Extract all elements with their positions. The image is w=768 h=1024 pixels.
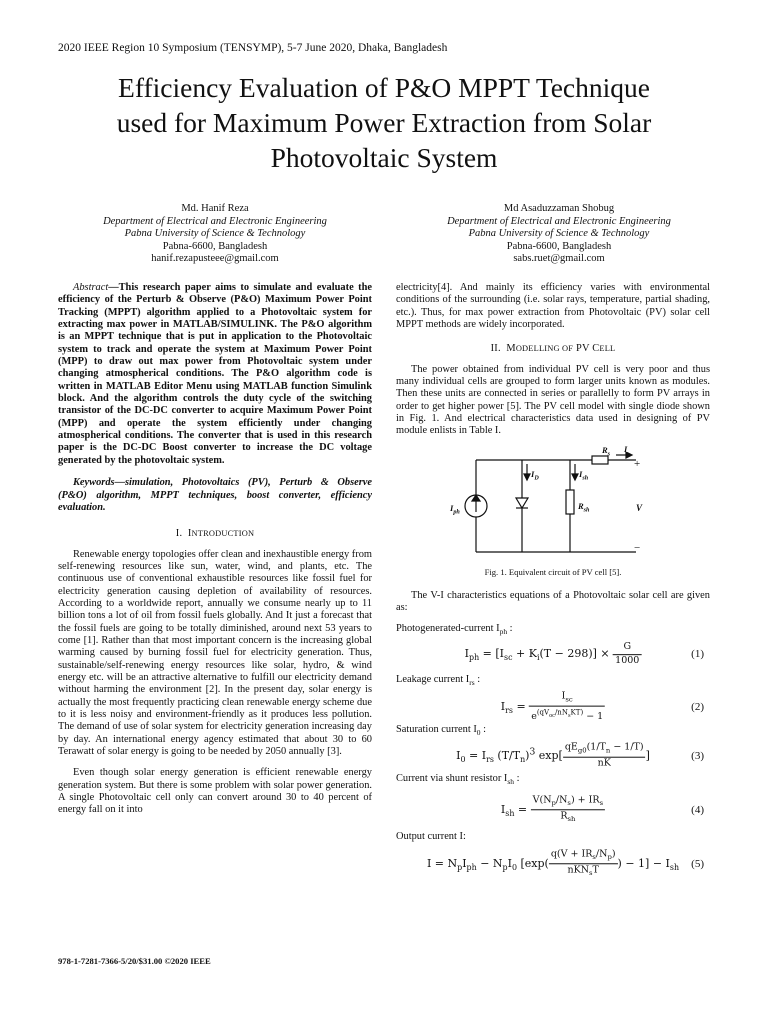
author-block-1 — [50, 203, 380, 266]
author-name: Md Asaduzzaman Shobug — [503, 203, 615, 214]
abstract-dash: — — [108, 282, 119, 293]
section-title-rest: ODELLING OF — [515, 344, 574, 354]
equation-1: $I_{ph} = [I_{sc} + K_i(T - 298)]$ × $\frac{G}{1000}$ (1) — [464, 641, 704, 666]
right-column — [396, 282, 710, 885]
equation-2: $I_{rs}$ = $\frac{I_{sc}}{e^{(qV_{oc}/nN_sKT)} - 1}$ (2) — [500, 690, 704, 722]
equation-label-2: Leakage current $I_{rs}$ : — [396, 674, 481, 688]
shunt-resistor — [566, 490, 574, 514]
rsh-label: $R_{sh}$ — [578, 500, 590, 514]
section-number: I. — [175, 528, 183, 540]
id-arrowhead — [524, 474, 530, 480]
section-initial: I — [187, 528, 192, 540]
section-initial: PV C — [575, 343, 600, 355]
equation-number: (5) — [691, 857, 704, 870]
v-label: V — [636, 502, 643, 513]
paper-title — [40, 70, 728, 175]
equation-number: (2) — [691, 700, 704, 713]
author-address: Pabna-6600, Bangladesh — [506, 240, 612, 252]
ish-label: $I_{sh}$ — [579, 468, 589, 482]
author-univ: Pabna University of Science & Technology — [124, 228, 306, 240]
intro-paragraph-2: Even though solar energy generation is efficient renewable energy generation system. But there is some problem with solar power generation. A single Photovoltaic cell only can convert around 30 to 40 percent of energy fall on it into — [58, 767, 372, 816]
rs-label: $R_s$ — [602, 444, 611, 458]
author-dept: Department of Electrical and Electronic Engineering — [103, 215, 327, 227]
modelling-paragraph-2: The V-I characteristics equations of a Photovoltaic solar cell are given as: — [396, 590, 710, 614]
author-block-2 — [394, 203, 724, 266]
equation-number: (3) — [691, 749, 704, 762]
section-initial: M — [506, 343, 516, 355]
equation-4: $I_{sh}$ = $\frac{V(N_p/N_s) + IR_s}{R_{sh}}$ (4) — [500, 793, 704, 823]
section-heading-modelling — [396, 343, 710, 355]
author-univ: Pabna University of Science & Technology — [468, 228, 650, 240]
title-line: Efficiency Evaluation of P&O MPPT Technique — [118, 72, 650, 103]
section-heading-introduction — [58, 528, 372, 540]
left-column — [58, 282, 372, 817]
equation-3: $I_0 = I_{rs}$ $(T/T_n)^3$ exp[ $\frac{qE_{g0}(1/T_n - 1/T)}{nK}$ ] (3) — [456, 741, 704, 770]
minus-terminal: − — [634, 541, 641, 554]
iph-label: $I_{ph}$ — [450, 502, 460, 516]
section-title-rest: NTRODUCTION — [191, 529, 255, 539]
equation-label-4: Current via shunt resistor $I_{sh}$ : — [396, 773, 520, 787]
diode-symbol — [516, 498, 528, 508]
section-number: II. — [490, 343, 501, 355]
plus-terminal: + — [634, 457, 641, 470]
author-dept: Department of Electrical and Electronic Engineering — [447, 215, 671, 227]
circuit-diagram — [396, 452, 710, 562]
author-email[interactable]: sabs.ruet@gmail.com — [513, 253, 605, 265]
equation-number: (1) — [691, 648, 704, 661]
i-label: I — [624, 443, 628, 454]
keywords: Keywords—simulation, Photovoltaics (PV), Perturb & Observe (P&O) algorithm, MPPT techniques, boost converter, efficiency evaluation. — [58, 477, 372, 513]
author-address: Pabna-6600, Bangladesh — [162, 240, 268, 252]
equation-label-1: Photogenerated-current $I_{ph}$ : — [396, 622, 513, 636]
conference-header: 2020 IEEE Region 10 Symposium (TENSYMP), 5-7 June 2020, Dhaka, Bangladesh — [58, 42, 448, 54]
equation-label-5: Output current I: — [396, 830, 466, 842]
figure-caption: Fig. 1. Equivalent circuit of PV cell [5]. — [484, 566, 622, 577]
intro-continued: electricity[4]. And mainly its efficiency varies with environmental conditions of the surrounding (i.e. solar rays, temperature, partial shading, etc.). Thus, for max power extraction from Photovoltaic (PV) solar cell MPPT methods are widely incorporated. — [396, 282, 710, 331]
figure-equivalent-circuit — [396, 443, 710, 562]
abstract-text: This research paper aims to simulate and evaluate the efficiency of the Perturb & Observe (P&O) Maximum Power Point Tracking (MPPT) algorithm applied to a Photovoltaic system for extracting max power in MATLAB/SIMULINK. The P&O algorithm is an MPPT technique that is put in application to the Photovoltaic system to track and operate the system at Maximum Power Point (MPP) to draw out max power from Photovoltaic system under changing atmospherical conditions. The P&O algorithm code is written in MATLAB Editor Menu using MATLAB function Simulink block. And the algorithm controls the duty cycle of the switching transistor of the DC-DC converter to acquire Maximum Power Point (MPP) and operate the system efficiently under changing atmospherical conditions. The converter that is used in this research paper is the DC-DC Boost converter to increase the DC voltage generated by the photovoltaic system. — [58, 282, 372, 466]
title-line: used for Maximum Power Extraction from Solar — [116, 107, 652, 138]
id-label: $I_D$ — [531, 468, 539, 482]
modelling-paragraph-1: The power obtained from individual PV cell is very poor and thus many individual cells are grouped to form larger units known as modules. Then these units are connected in series or parallelly to form PV arrays in order to get higher power [5]. The PV cell model with single diode shown in Fig. 1. And electrical characteristics data used in designing of PV module enlists in Table I. — [396, 363, 710, 437]
intro-paragraph-1: Renewable energy topologies offer clean and inexhaustible energy from self-renewing resources like sun, water, wind, and plants, etc. The continuous use of conventional exhaustible resources like fossil fuel for electricity generation causing depletion of availability of resources. According to a worldwide report, annually we consume nearly up to 11 billion tons a lot of oil from fossil fuels globally. And It just a forecast that the fossil fuels are going to be totally diminished, around next 53 years to come [1]. Rather than that most important concern is the increasing global warming caused by burning fossil fuel for electricity generation. Thus, sustainable/self-renewing energy resources like solar, hydro, & wind energy etc. will be an attractive alternative to fulfill our electricity demand without harming the environment [2]. In the present day, solar energy is actually the most frequently practicing clean renewable energy scheme due to it is less noisy and environment-friendly as it produces less pollution. The demand of use of solar system for electricity generation increasing day by day. An international energy agency estimated that about 30 to 60 Terawatt of solar energy is going to be needed by 2050 annually [3]. — [58, 548, 372, 758]
copyright-footer: 978-1-7281-7366-5/20/$31.00 ©2020 IEEE — [58, 956, 211, 966]
equation-number: (4) — [691, 803, 704, 816]
ish-arrowhead — [572, 474, 578, 480]
author-name: Md. Hanif Reza — [181, 203, 249, 214]
title-line: Photovoltaic System — [270, 142, 498, 173]
equation-5: $I = N_pI_{ph} - N_pI_0$ [exp( $\frac{q(V + IR_s/N_p)}{nKN_sT}$ ) − $1] - I_{sh}$ (5) — [426, 848, 704, 878]
abstract — [58, 282, 372, 467]
section-title-rest: ELL — [599, 344, 616, 354]
author-email[interactable]: hanif.rezapusteee@gmail.com — [151, 253, 279, 265]
equation-label-3: Saturation current $I_0$ : — [396, 723, 487, 737]
abstract-label: Abstract — [73, 282, 109, 293]
